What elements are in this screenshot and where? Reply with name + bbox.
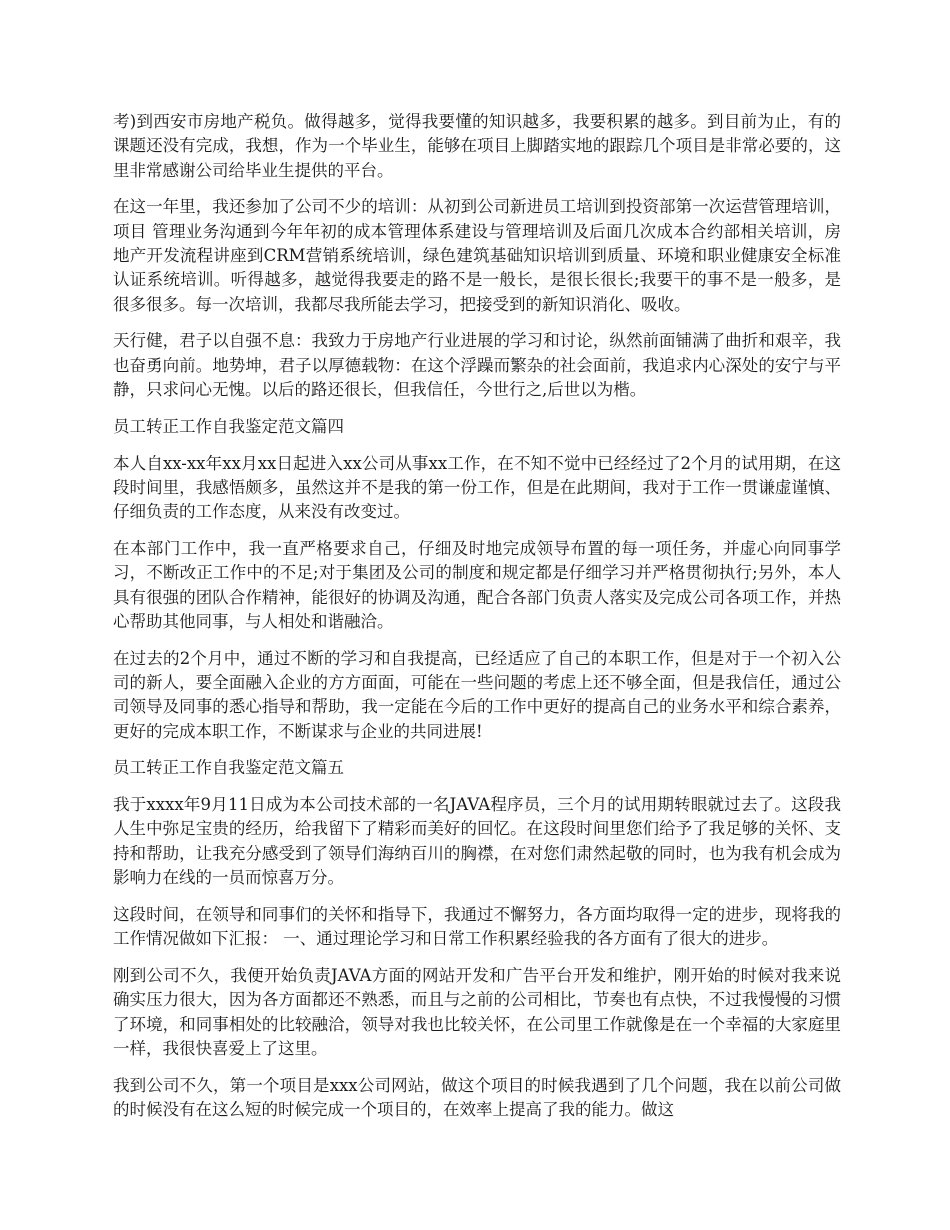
paragraph: 这段时间，在领导和同事们的关怀和指导下，我通过不懈努力，各方面均取得一定的进步，现将我的工作情况做如下汇报： 一、通过理论学习和日常工作积累经验我的各方面有了很大的进步。	[113, 904, 841, 949]
paragraph: 在本部门工作中，我一直严格要求自己，仔细及时地完成领导布置的每一项任务，并虚心向同事学习，不断改正工作中的不足;对于集团及公司的制度和规定都是仔细学习并严格贯彻执行;另外，本人具有很强的团队合作精神，能很好的协调及沟通，配合各部门负责人落实及完成公司各项工作，并热心帮助其他同事，与人相处和谐融洽。	[113, 538, 841, 631]
paragraph: 天行健，君子以自强不息：我致力于房地产行业进展的学习和讨论，纵然前面铺满了曲折和艰辛，我也奋勇向前。地势坤，君子以厚德载物：在这个浮躁而繁杂的社会面前，我追求内心深处的安宁与平静，只求问心无愧。以后的路还很长，但我信任，今世行之,后世以为楷。	[113, 331, 841, 399]
paragraph: 刚到公司不久，我便开始负责JAVA方面的网站开发和广告平台开发和维护，刚开始的时候对我来说确实压力很大，因为各方面都还不熟悉，而且与之前的公司相比，节奏也有点快，不过我慢慢的习惯了环境，和同事相处的比较融洽，领导对我也比较关怀，在公司里工作就像是在一个幸福的大家庭里一样，我很快喜爱上了这里。	[113, 965, 841, 1058]
section-heading: 员工转正工作自我鉴定范文篇四	[113, 416, 344, 436]
paragraph: 本人自xx-xx年xx月xx日起进入xx公司从事xx工作，在不知不觉中已经经过了2个月的试用期，在这段时间里，我感悟颇多，虽然这并不是我的第一份工作，但是在此期间，我对于工作一贯谦虚谨慎、仔细负责的工作态度，从来没有改变过。	[113, 453, 841, 522]
paragraph: 考)到西安市房地产税负。做得越多，觉得我要懂的知识越多，我要积累的越多。到目前为止，有的课题还没有完成，我想，作为一个毕业生，能够在项目上脚踏实地的跟踪几个项目是非常必要的，这里非常感谢公司给毕业生提供的平台。	[113, 112, 841, 180]
paragraph: 我于xxxx年9月11日成为本公司技术部的一名JAVA程序员，三个月的试用期转眼就过去了。这段我人生中弥足宝贵的经历，给我留下了精彩而美好的回忆。在这段时间里您们给予了我足够的关怀、支持和帮助，让我充分感受到了领导们海纳百川的胸襟，在对您们肃然起敬的同时，也为我有机会成为影响力在线的一员而惊喜万分。	[113, 795, 841, 888]
paragraph: 在过去的2个月中，通过不断的学习和自我提高，已经适应了自己的本职工作，但是对于一个初入公司的新人，要全面融入企业的方方面面，可能在一些问题的考虑上还不够全面，但是我信任，通过公司领导及同事的悉心指导和帮助，我一定能在今后的工作中更好的提高自己的业务水平和综合素养，更好的完成本职工作，不断谋求与企业的共同进展!	[113, 648, 841, 741]
document-page	[113, 110, 841, 1135]
paragraph: 在这一年里，我还参加了公司不少的培训：从初到公司新进员工培训到投资部第一次运营管理培训，项目 管理业务沟通到今年年初的成本管理体系建设与管理培训及后面几次成本合约部相关培训，房地产开发流程讲座到CRM营销系统培训，绿色建筑基础知识培训到质量、环境和职业健康安全标准认证系统培训。听得越多，越觉得我要走的路不是一般长，是很长很长;我要干的事不是一般多，是很多很多。每一次培训，我都尽我所能去学习，把接受到的新知识消化、吸收。	[113, 197, 841, 314]
section-heading: 员工转正工作自我鉴定范文篇五	[113, 758, 344, 778]
paragraph: 我到公司不久，第一个项目是xxx公司网站，做这个项目的时候我遇到了几个问题，我在以前公司做的时候没有在这么短的时候完成一个项目的，在效率上提高了我的能力。做这	[113, 1075, 841, 1119]
